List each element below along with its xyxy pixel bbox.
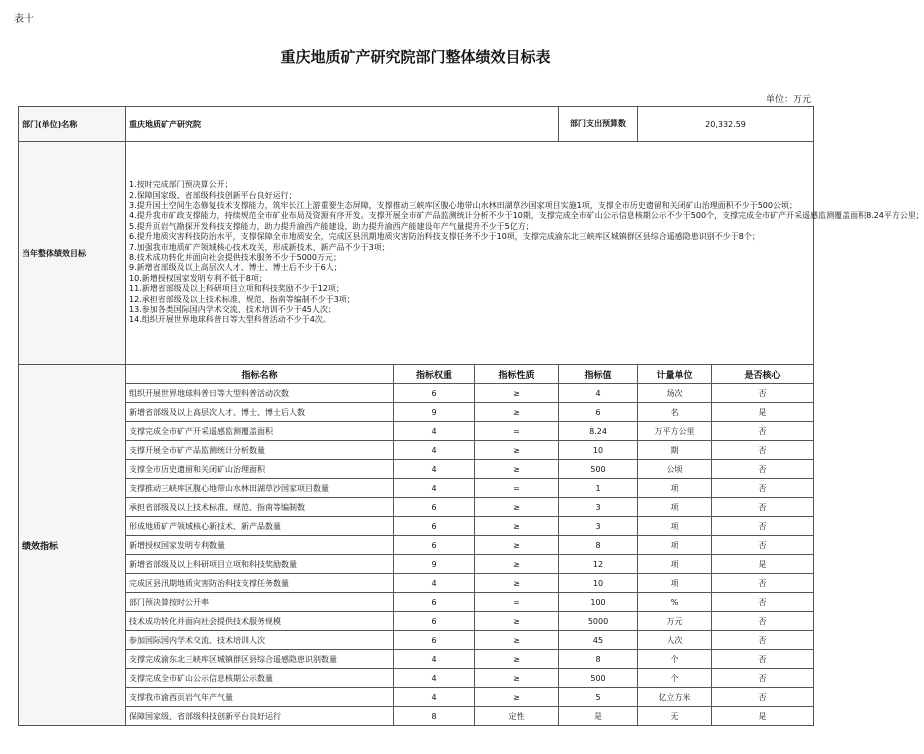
indicator-nature: ≥: [475, 612, 559, 631]
indicator-name: 完成区县汛期地质灾害防治科技支撑任务数量: [126, 574, 394, 593]
indicator-nature: ≥: [475, 536, 559, 555]
indicator-value: 8.24: [559, 422, 638, 441]
goal-item: 6.提升地质灾害科技防治水平，支撑保障全市地质安全，完成区县汛期地质灾害防治科技支撑任务不少于10项，支撑完成渝东北三峡库区城镇群区县综合遥感隐患识别不少于8个；: [129, 232, 760, 242]
table-row: [19, 631, 814, 650]
indicator-unit: 亿立方米: [638, 688, 712, 707]
indicator-name: 支撑开展全市矿产品监测统计分析数量: [126, 441, 394, 460]
indicator-unit: 公顷: [638, 460, 712, 479]
goal-item: 12.承担省部级及以上技术标准、规范、指南等编制不少于3项；: [129, 294, 355, 304]
indicator-core: 否: [712, 384, 814, 403]
indicator-name: 组织开展世界地球科普日等大型科普活动次数: [126, 384, 394, 403]
indicator-value: 3: [559, 517, 638, 536]
indicator-weight: 4: [394, 422, 475, 441]
indicator-unit: 项: [638, 498, 712, 517]
indicator-nature: ≥: [475, 517, 559, 536]
table-row: [19, 593, 814, 612]
dept-name: 重庆地质矿产研究院: [126, 107, 559, 142]
indicator-nature: ≥: [475, 441, 559, 460]
indicator-nature: =: [475, 422, 559, 441]
indicator-core: 否: [712, 669, 814, 688]
indicator-value: 5000: [559, 612, 638, 631]
indicator-unit: 场次: [638, 384, 712, 403]
indicator-core: 否: [712, 441, 814, 460]
indicator-value: 3: [559, 498, 638, 517]
indicator-name: 支撑完成渝东北三峡库区城镇群区县综合遥感隐患识别数量: [126, 650, 394, 669]
indicator-name: 形成地质矿产领域核心新技术、新产品数量: [126, 517, 394, 536]
indicator-name: 部门预决算按时公开率: [126, 593, 394, 612]
indicator-unit: 万元: [638, 612, 712, 631]
indicator-nature: ≥: [475, 460, 559, 479]
goal-item: 5.提升页岩气勘探开发科技支撑能力，助力提升渝西产能建设，助力提升渝西产能建设年产气量提升不少于5亿方；: [129, 221, 534, 231]
indicator-core: 否: [712, 517, 814, 536]
table-row: [19, 650, 814, 669]
goal-item: 1.按时完成部门预决算公开；: [129, 180, 233, 190]
goals-label: 当年整体绩效目标: [19, 142, 126, 365]
perf-label: 绩效指标: [19, 365, 126, 726]
indicator-weight: 6: [394, 517, 475, 536]
indicator-core: 否: [712, 688, 814, 707]
table-tag: 表十: [14, 14, 34, 25]
indicator-value: 8: [559, 536, 638, 555]
indicator-unit: 项: [638, 517, 712, 536]
indicator-header-row: [19, 365, 814, 384]
goal-item: 8.技术成功转化并面向社会提供技术服务不少于5000万元；: [129, 253, 341, 262]
indicator-weight: 9: [394, 403, 475, 422]
indicator-core: 是: [712, 555, 814, 574]
table-row: [19, 688, 814, 707]
indicator-unit: 个: [638, 669, 712, 688]
indicator-core: 否: [712, 593, 814, 612]
goals-text: [126, 142, 924, 365]
indicator-core: 否: [712, 479, 814, 498]
table-row: [19, 441, 814, 460]
indicator-nature: ≥: [475, 403, 559, 422]
indicator-name: 支撑推动三峡库区腹心地带山水林田湖草沙国家项目数量: [126, 479, 394, 498]
indicator-unit: 个: [638, 650, 712, 669]
indicator-value: 6: [559, 403, 638, 422]
indicator-value: 500: [559, 669, 638, 688]
goal-item: 10.新增授权国家发明专利不低于8项；: [129, 273, 267, 283]
indicator-value: 10: [559, 574, 638, 593]
goal-item: 14.组织开展世界地球科普日等大型科普活动不少于4次。: [129, 315, 331, 325]
indicator-value: 5: [559, 688, 638, 707]
indicator-value: 100: [559, 593, 638, 612]
indicator-unit: 期: [638, 441, 712, 460]
indicator-core: 是: [712, 707, 814, 726]
indicator-weight: 9: [394, 555, 475, 574]
dept-row: [19, 107, 814, 142]
indicator-unit: 无: [638, 707, 712, 726]
goal-item: 4.提升我市矿政支撑能力，持续规范全市矿业布局及资源有序开发。支撑开展全市矿产品监测统计分析不少于10期，支撑完成全市矿山公示信息核期公示不少于500个，支撑完成全市矿产开采遥感监测覆盖面积8.24平方公里；: [129, 211, 924, 221]
table-row: [19, 612, 814, 631]
indicator-weight: 4: [394, 650, 475, 669]
performance-table: [18, 106, 924, 726]
indicator-nature: ≥: [475, 498, 559, 517]
header-nature: 指标性质: [475, 365, 559, 384]
indicator-value: 45: [559, 631, 638, 650]
header-name: 指标名称: [126, 365, 394, 384]
table-row: [19, 707, 814, 726]
indicator-name: 新增授权国家发明专利数量: [126, 536, 394, 555]
table-row: [19, 555, 814, 574]
table-row: [19, 422, 814, 441]
indicator-weight: 4: [394, 479, 475, 498]
table-row: [19, 384, 814, 403]
goals-row: [19, 142, 814, 365]
indicator-value: 12: [559, 555, 638, 574]
indicator-name: 技术成功转化并面向社会提供技术服务规模: [126, 612, 394, 631]
indicator-core: 否: [712, 612, 814, 631]
indicator-nature: ≥: [475, 688, 559, 707]
indicator-weight: 6: [394, 536, 475, 555]
budget-label: 部门支出预算数: [559, 107, 638, 142]
indicator-nature: =: [475, 593, 559, 612]
indicator-unit: %: [638, 593, 712, 612]
indicator-nature: ≥: [475, 384, 559, 403]
header-unit: 计量单位: [638, 365, 712, 384]
indicator-value: 8: [559, 650, 638, 669]
table-row: [19, 498, 814, 517]
header-value: 指标值: [559, 365, 638, 384]
indicator-unit: 人次: [638, 631, 712, 650]
indicator-core: 否: [712, 536, 814, 555]
indicator-value: 4: [559, 384, 638, 403]
indicator-unit: 项: [638, 555, 712, 574]
table-row: [19, 460, 814, 479]
indicator-nature: ≥: [475, 631, 559, 650]
indicator-core: 否: [712, 631, 814, 650]
goal-item: 9.新增省部级及以上高层次人才、博士、博士后不少于6人；: [129, 263, 342, 273]
goal-item: 13.参加各类国际国内学术交流、技术培训不少于45人次；: [129, 305, 336, 315]
indicator-core: 否: [712, 498, 814, 517]
indicator-core: 否: [712, 574, 814, 593]
table-row: [19, 669, 814, 688]
indicator-unit: 名: [638, 403, 712, 422]
indicator-name: 保障国家级、省部级科技创新平台良好运行: [126, 707, 394, 726]
indicator-weight: 4: [394, 669, 475, 688]
indicator-weight: 6: [394, 384, 475, 403]
budget-value: 20,332.59: [638, 107, 814, 142]
indicator-value: 是: [559, 707, 638, 726]
indicator-core: 否: [712, 422, 814, 441]
indicator-weight: 8: [394, 707, 475, 726]
goal-item: 2.保障国家级、省部级科技创新平台良好运行；: [129, 190, 297, 200]
table-row: [19, 517, 814, 536]
header-core: 是否核心: [712, 365, 814, 384]
indicator-unit: 项: [638, 574, 712, 593]
indicator-unit: 万平方公里: [638, 422, 712, 441]
header-weight: 指标权重: [394, 365, 475, 384]
indicator-weight: 4: [394, 688, 475, 707]
table-row: [19, 536, 814, 555]
indicator-name: 支撑完成全市矿产开采遥感监测覆盖面积: [126, 422, 394, 441]
indicator-name: 支撑我市渝西页岩气年产气量: [126, 688, 394, 707]
indicator-nature: ≥: [475, 574, 559, 593]
indicator-unit: 项: [638, 479, 712, 498]
indicator-name: 支撑全市历史遗留和关闭矿山治理面积: [126, 460, 394, 479]
indicator-nature: ≥: [475, 555, 559, 574]
indicator-name: 新增省部级及以上科研项目立项和科技奖励数量: [126, 555, 394, 574]
indicator-name: 新增省部级及以上高层次人才、博士、博士后人数: [126, 403, 394, 422]
goal-item: 7.加强我市地质矿产领域核心技术攻关，形成新技术、新产品不少于3项；: [129, 242, 390, 252]
dept-label: 部门(单位)名称: [19, 107, 126, 142]
table-row: [19, 574, 814, 593]
indicator-name: 参加国际国内学术交流、技术培训人次: [126, 631, 394, 650]
indicator-value: 10: [559, 441, 638, 460]
page-title: 重庆地质矿产研究院部门整体绩效目标表: [280, 48, 551, 66]
indicator-name: 承担省部级及以上技术标准、规范、指南等编制数: [126, 498, 394, 517]
indicator-weight: 6: [394, 593, 475, 612]
goal-item: 11.新增省部级及以上科研项目立项和科技奖励不少于12项；: [129, 284, 344, 294]
indicator-core: 否: [712, 460, 814, 479]
indicator-value: 1: [559, 479, 638, 498]
indicator-core: 是: [712, 403, 814, 422]
indicator-nature: ≥: [475, 650, 559, 669]
unit-label: 单位：万元: [765, 95, 811, 105]
indicator-value: 500: [559, 460, 638, 479]
indicator-weight: 6: [394, 612, 475, 631]
goal-item: 3.提升国土空间生态修复技术支撑能力，筑牢长江上游重要生态屏障，支撑推动三峡库区腹心地带山水林田湖草沙国家项目实施1项，支撑全市历史遗留和关闭矿山治理面积不少于500公顷；: [129, 200, 797, 210]
indicator-nature: ≥: [475, 669, 559, 688]
indicator-unit: 项: [638, 536, 712, 555]
indicator-weight: 4: [394, 574, 475, 593]
indicator-core: 否: [712, 650, 814, 669]
table-row: [19, 479, 814, 498]
indicator-nature: =: [475, 479, 559, 498]
indicator-weight: 6: [394, 631, 475, 650]
table-row: [19, 403, 814, 422]
indicator-name: 支撑完成全市矿山公示信息核期公示数量: [126, 669, 394, 688]
indicator-weight: 4: [394, 460, 475, 479]
indicator-weight: 4: [394, 441, 475, 460]
indicator-nature: 定性: [475, 707, 559, 726]
indicator-weight: 6: [394, 498, 475, 517]
